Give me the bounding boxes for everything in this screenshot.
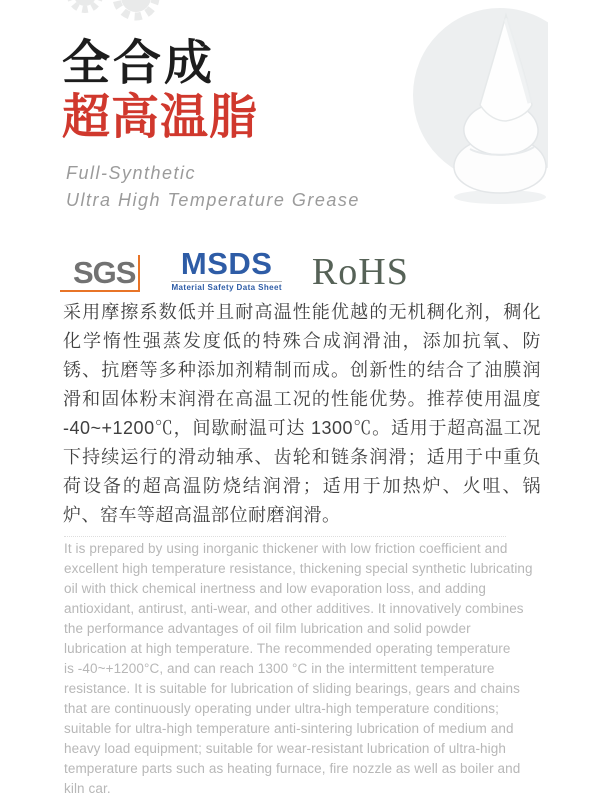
description-en-line: excellent high temperature resistance, thickening special synthetic lubricating xyxy=(64,561,533,576)
rohs-logo: RoHS xyxy=(311,251,409,293)
description-en-line: oil with thick chemical inertness and low evaporation loss, and adding xyxy=(64,581,486,596)
page-title-cn-black: 全合成 xyxy=(62,37,216,90)
subtitle-en-line1: Full-Synthetic xyxy=(66,163,197,183)
sgs-logo-text: SGS xyxy=(73,255,136,290)
sgs-logo xyxy=(73,255,139,292)
description-en-line: lubrication at high temperature. The recommended operating temperature xyxy=(64,641,511,656)
description-en-line: kiln car. xyxy=(64,781,111,796)
description-en-line: is -40~+1200°C, and can reach 1300 °C in the intermittent temperature xyxy=(64,661,495,676)
description-en-line: heavy load equipment; suitable for wear-resistant lubrication of ultra-high xyxy=(64,741,506,756)
msds-logo-caption: Material Safety Data Sheet xyxy=(171,283,282,292)
description-en-line: resistance. It is suitable for lubrication of sliding bearings, gears and chains xyxy=(64,681,520,696)
sgs-logo-underline xyxy=(60,290,140,293)
sgs-logo-sideline xyxy=(138,255,141,292)
description-en-line: antioxidant, antirust, anti-wear, and other additives. It innovatively combines xyxy=(64,601,524,616)
msds-logo xyxy=(171,246,282,292)
msds-logo-text: MSDS xyxy=(180,246,273,281)
certification-logos xyxy=(63,240,443,292)
description-en-line: the performance advantages of oil film lubrication and solid powder xyxy=(64,621,471,636)
description-en xyxy=(64,541,564,800)
page-title-cn-red: 超高温脂 xyxy=(62,91,259,144)
grease-swirl-image xyxy=(440,5,560,215)
paragraph-divider xyxy=(64,536,506,537)
description-cn: 采用摩擦系数低并且耐高温性能优越的无机稠化剂，稠化化学惰性强蒸发度低的特殊合成润滑油，添加抗氧、防锈、抗磨等多种添加剂精制而成。创新性的结合了油膜润滑和固体粉末润滑在高温工况的性能优势。推荐使用温度 -40~+1200℃，间歇耐温可达 1300℃。适用于超高温工况下持续运行的滑动轴承、齿轮和链条润滑；适用于中重负荷设备的超高温防烧结润滑；适用于加热炉、火咀、锅炉、窑车等超高温部位耐磨润滑。 xyxy=(63,302,541,525)
gear-decoration-icon xyxy=(58,0,170,30)
description-en-line: that are continuously operating under ultra-high temperature conditions; xyxy=(64,701,499,716)
description-en-line: temperature parts such as heating furnace, fire nozzle as well as boiler and xyxy=(64,761,521,776)
subtitle-en-line2: Ultra High Temperature Grease xyxy=(66,190,360,210)
description-en-line: suitable for ultra-high temperature anti-sintering lubrication of medium and xyxy=(64,721,514,736)
description-en-line: It is prepared by using inorganic thickener with low friction coefficient and xyxy=(64,541,508,556)
